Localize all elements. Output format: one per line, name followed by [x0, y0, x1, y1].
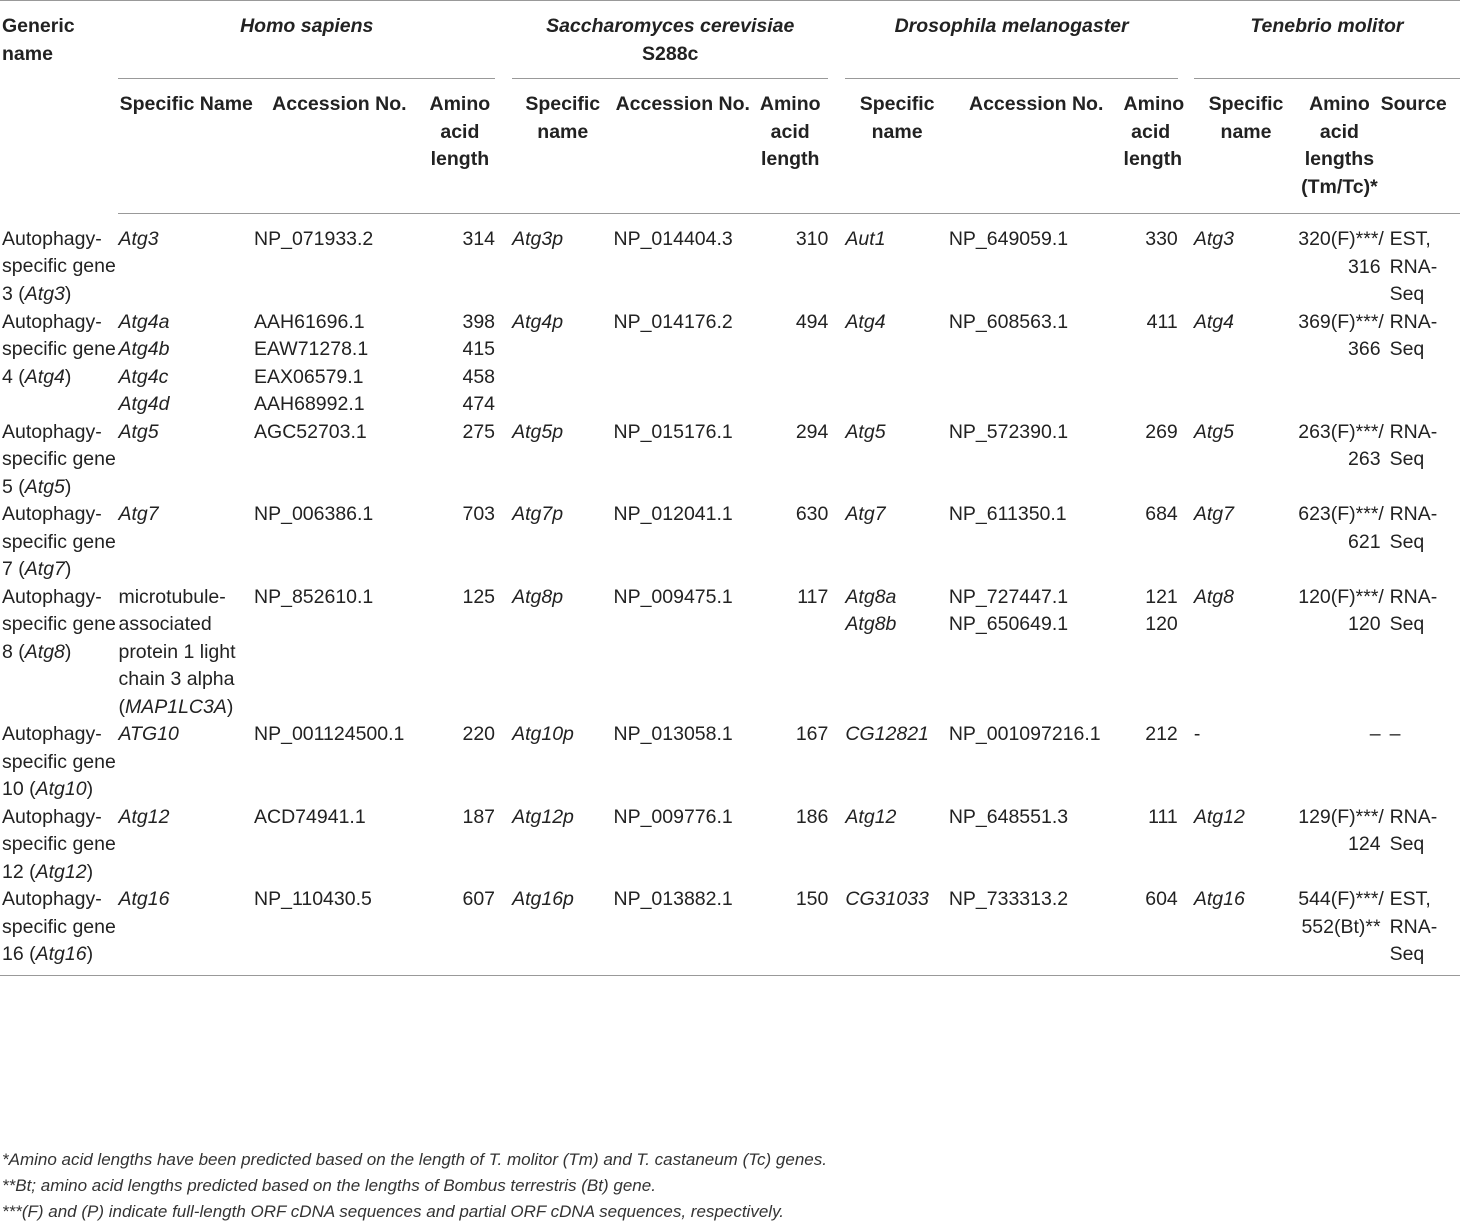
- ten-length-cell: –: [1369, 723, 1381, 745]
- dros-specific-name-cell: Atg7: [845, 503, 886, 525]
- generic-name-cell-part: Atg3: [24, 282, 65, 305]
- yeast-accession-cell: NP_013882.1: [613, 886, 752, 975]
- generic-name-cell: [0, 886, 118, 975]
- yeast-specific-name-header: Specific name: [512, 79, 613, 214]
- dros-specific-name-header: Specific name: [845, 79, 948, 214]
- generic-name-cell-part: Atg5: [24, 475, 65, 498]
- homo-specific-name-cell: Atg3: [118, 228, 159, 250]
- generic-name-cell-part: Autophagy-specific gene 4 (: [2, 310, 116, 388]
- generic-name-cell-part: ): [86, 860, 94, 883]
- generic-name-cell-part: Autophagy-specific gene 16 (: [2, 888, 116, 965]
- homo-specific-name-cell: Atg16: [118, 886, 254, 975]
- yeast-length-header: Amino acid length: [752, 79, 828, 214]
- homo-specific-name-cell: Atg7: [118, 503, 159, 525]
- homo-specific-name-cell: Atg4a Atg4b Atg4c Atg4d: [118, 310, 170, 415]
- generic-name-cell-part: Atg16: [35, 943, 87, 965]
- generic-name-cell: [0, 804, 118, 887]
- footnotes: [2, 1147, 827, 1225]
- ten-length-cell: 120(F)***/ 120: [1298, 585, 1384, 635]
- homo-length-cell: 275: [462, 420, 496, 443]
- dros-accession-cell: NP_727447.1 NP_650649.1: [948, 585, 1069, 635]
- header-group-row: [0, 1, 1460, 79]
- homo-accession-cell: NP_110430.5: [254, 886, 425, 975]
- ten-length-cell: 129(F)***/ 124: [1298, 805, 1384, 855]
- homo-accession-cell: ACD74941.1: [254, 805, 366, 828]
- yeast-header: [512, 1, 828, 79]
- dros-specific-name-cell: Atg5: [845, 420, 886, 443]
- ten-source-cell: RNA-Seq: [1389, 310, 1438, 360]
- ten-source-cell: RNA-Seq: [1389, 420, 1438, 470]
- homo-specific-name-cell: ATG10: [118, 723, 179, 745]
- generic-name-cell: [0, 501, 118, 584]
- yeast-accession-cell: NP_012041.1: [613, 503, 733, 525]
- ten-length-cell: 369(F)***/ 366: [1298, 310, 1384, 360]
- homo-length-cell: 398 415 458 474: [462, 310, 496, 415]
- dros-accession-cell: NP_733313.2: [949, 886, 1124, 975]
- generic-name-cell-part: Autophagy-specific gene 8 (: [2, 585, 116, 663]
- generic-name-cell-part: ): [64, 640, 72, 663]
- generic-name-cell: [0, 419, 118, 502]
- dros-length-cell: 212: [1145, 723, 1178, 745]
- ten-length-header: Amino acid lengths (Tm/Tc)*: [1298, 79, 1380, 214]
- homo-accession-cell: AAH61696.1 EAW71278.1 EAX06579.1 AAH68992.1: [254, 310, 369, 415]
- yeast-header-strain: S288c: [642, 42, 699, 65]
- ten-length-cell: 320(F)***/ 316: [1298, 228, 1384, 278]
- yeast-length-cell: 167: [795, 723, 829, 745]
- ten-source-header: Source: [1381, 79, 1460, 214]
- generic-name-cell-part: Atg7: [24, 558, 65, 580]
- generic-name-cell-part: Atg12: [35, 860, 87, 883]
- dros-length-cell: 330: [1145, 228, 1178, 250]
- dros-length-header: Amino acid length: [1124, 79, 1178, 214]
- yeast-accession-cell: NP_013058.1: [613, 723, 733, 745]
- dros-specific-name-cell: CG31033: [845, 886, 948, 975]
- generic-name-cell-part: ): [86, 943, 94, 965]
- homo-specific-name-cell: [118, 584, 254, 722]
- yeast-accession-cell: NP_014404.3: [613, 228, 733, 250]
- table-row: [0, 501, 1460, 584]
- homo-accession-cell: AGC52703.1: [254, 420, 367, 443]
- dros-accession-cell: NP_608563.1: [948, 310, 1069, 333]
- dros-accession-cell: NP_611350.1: [948, 503, 1067, 525]
- homo-length-cell: 220: [462, 723, 496, 745]
- generic-name-cell-part: ): [64, 475, 72, 498]
- generic-name-cell-part: Autophagy-specific gene 7 (: [2, 503, 116, 580]
- yeast-accession-cell: NP_009475.1: [613, 585, 733, 608]
- homo-specific-name-cell-part: microtubule-associated protein 1 light chain 3 alpha (: [118, 585, 236, 718]
- homo-length-cell: 187: [462, 805, 496, 828]
- yeast-length-cell: 186: [795, 805, 829, 828]
- table-row: [0, 721, 1460, 804]
- yeast-accession-cell: NP_015176.1: [613, 420, 733, 443]
- generic-name-cell: [0, 721, 118, 804]
- footnote-2: **Bt; amino acid lengths predicted based on the lengths of Bombus terrestris (Bt) gene.: [2, 1176, 656, 1195]
- homo-sapiens-header: Homo sapiens: [118, 1, 495, 79]
- generic-name-cell-part: Autophagy-specific gene 12 (: [2, 805, 116, 883]
- generic-name-cell-part: ): [64, 558, 72, 580]
- yeast-specific-name-cell: Atg10p: [512, 723, 574, 745]
- table-row: [0, 804, 1460, 887]
- homo-specific-name-cell: Atg5: [118, 420, 159, 443]
- generic-name-cell: [0, 309, 118, 419]
- generic-name-cell-part: Autophagy-specific gene 3 (: [2, 227, 116, 305]
- homo-specific-name-cell-part: MAP1LC3A: [124, 695, 227, 718]
- generic-name-cell-part: Atg8: [24, 640, 65, 663]
- homo-accession-cell: NP_006386.1: [254, 503, 374, 525]
- ten-specific-name-cell: -: [1193, 723, 1201, 745]
- table-body: [0, 214, 1460, 976]
- table-header: [0, 1, 1460, 214]
- footnote-3: ***(F) and (P) indicate full-length ORF cDNA sequences and partial ORF cDNA sequences, respectively.: [2, 1202, 785, 1221]
- ten-specific-name-header: Specific name: [1194, 79, 1298, 214]
- dros-accession-header: Accession No.: [949, 79, 1124, 214]
- drosophila-header: Drosophila melanogaster: [845, 1, 1177, 79]
- yeast-specific-name-cell: Atg7p: [512, 503, 564, 525]
- ten-specific-name-cell: Atg5: [1193, 420, 1234, 443]
- yeast-length-cell: 310: [795, 228, 829, 250]
- dros-specific-name-cell: Atg8a Atg8b: [845, 585, 897, 635]
- dros-accession-cell: NP_001097216.1: [948, 723, 1101, 745]
- ten-source-cell: RNA-Seq: [1389, 805, 1438, 855]
- ten-specific-name-cell: Atg8: [1193, 585, 1234, 608]
- dros-specific-name-cell: Atg4: [845, 310, 886, 333]
- yeast-accession-cell: NP_014176.2: [613, 310, 733, 333]
- yeast-length-cell: 150: [752, 886, 828, 975]
- yeast-specific-name-cell: Atg8p: [512, 585, 564, 608]
- dros-length-cell: 269: [1145, 420, 1178, 443]
- generic-name-cell-part: Atg10: [35, 778, 87, 800]
- yeast-specific-name-cell: Atg16p: [512, 886, 613, 975]
- ten-source-cell: –: [1389, 723, 1401, 745]
- generic-name-cell: [0, 214, 118, 309]
- dros-length-cell: 684: [1145, 503, 1178, 525]
- generic-name-cell-part: Atg4: [24, 365, 65, 388]
- ten-source-cell: EST, RNA-Seq: [1381, 886, 1460, 975]
- yeast-specific-name-cell: Atg3p: [512, 228, 564, 250]
- ten-length-cell: 263(F)***/ 263: [1298, 420, 1384, 470]
- dros-length-cell: 121 120: [1145, 585, 1178, 635]
- yeast-length-cell: 630: [795, 503, 829, 525]
- yeast-header-species: Saccharomyces cerevisiae: [546, 15, 795, 37]
- ten-specific-name-cell: Atg4: [1193, 310, 1234, 333]
- generic-name-cell-part: ): [64, 282, 72, 305]
- dros-length-cell: 411: [1146, 310, 1178, 333]
- generic-name-cell: [0, 584, 118, 722]
- homo-length-cell: 314: [462, 228, 496, 250]
- homo-accession-header: Accession No.: [254, 79, 425, 214]
- table-row: [0, 309, 1460, 419]
- ten-specific-name-cell: Atg7: [1193, 503, 1234, 525]
- homo-accession-cell: NP_852610.1: [254, 585, 374, 608]
- yeast-specific-name-cell: Atg12p: [512, 805, 574, 828]
- generic-name-cell-part: Autophagy-specific gene 5 (: [2, 420, 116, 498]
- homo-length-header: Amino acid length: [425, 79, 495, 214]
- yeast-length-cell: 117: [797, 585, 829, 608]
- dros-accession-cell: NP_649059.1: [948, 228, 1069, 250]
- dros-accession-cell: NP_572390.1: [948, 420, 1069, 443]
- homo-length-cell: 703: [462, 503, 496, 525]
- table-row: [0, 886, 1460, 975]
- generic-name-cell-part: ): [86, 778, 94, 800]
- dros-accession-cell: NP_648551.3: [948, 805, 1069, 828]
- dros-specific-name-cell: Atg12: [845, 805, 897, 828]
- generic-name-header: Generic name: [0, 1, 118, 214]
- yeast-accession-cell: NP_009776.1: [613, 805, 733, 828]
- homo-accession-cell: NP_071933.2: [254, 228, 374, 250]
- homo-specific-name-cell: Atg12: [118, 805, 170, 828]
- homo-specific-name-header: Specific Name: [118, 79, 254, 214]
- dros-specific-name-cell: Aut1: [845, 228, 886, 250]
- ten-specific-name-cell: Atg12: [1193, 805, 1245, 828]
- yeast-accession-header: Accession No.: [613, 79, 752, 214]
- ten-length-cell: 623(F)***/ 621: [1298, 503, 1384, 553]
- footnote-1: *Amino acid lengths have been predicted based on the length of T. molitor (Tm) and T. castaneum (Tc) genes.: [2, 1150, 827, 1169]
- homo-length-cell: 607: [425, 886, 495, 975]
- homo-length-cell: 125: [462, 585, 496, 608]
- dros-length-cell: 111: [1148, 805, 1178, 828]
- yeast-specific-name-cell: Atg4p: [512, 310, 564, 333]
- dros-specific-name-cell: CG12821: [845, 723, 929, 745]
- yeast-length-cell: 494: [795, 310, 829, 333]
- homo-specific-name-cell-part: ): [226, 695, 234, 718]
- ten-source-cell: RNA-Seq: [1389, 585, 1438, 635]
- yeast-length-cell: 294: [795, 420, 829, 443]
- ten-specific-name-cell: Atg3: [1193, 228, 1234, 250]
- table-row: [0, 419, 1460, 502]
- generic-name-cell-part: ): [64, 365, 72, 388]
- homo-accession-cell: NP_001124500.1: [254, 723, 405, 745]
- table-row: [0, 214, 1460, 309]
- yeast-specific-name-cell: Atg5p: [512, 420, 564, 443]
- generic-name-cell-part: Autophagy-specific gene 10 (: [2, 723, 116, 800]
- table-row: [0, 584, 1460, 722]
- ten-length-cell: 544(F)***/ 552(Bt)**: [1298, 886, 1380, 975]
- dros-length-cell: 604: [1124, 886, 1178, 975]
- ten-source-cell: EST, RNA-Seq: [1389, 228, 1438, 305]
- header-sub-row: [0, 79, 1460, 214]
- ten-specific-name-cell: Atg16: [1194, 886, 1298, 975]
- tenebrio-header: Tenebrio molitor: [1194, 1, 1460, 79]
- ten-source-cell: RNA-Seq: [1389, 503, 1438, 553]
